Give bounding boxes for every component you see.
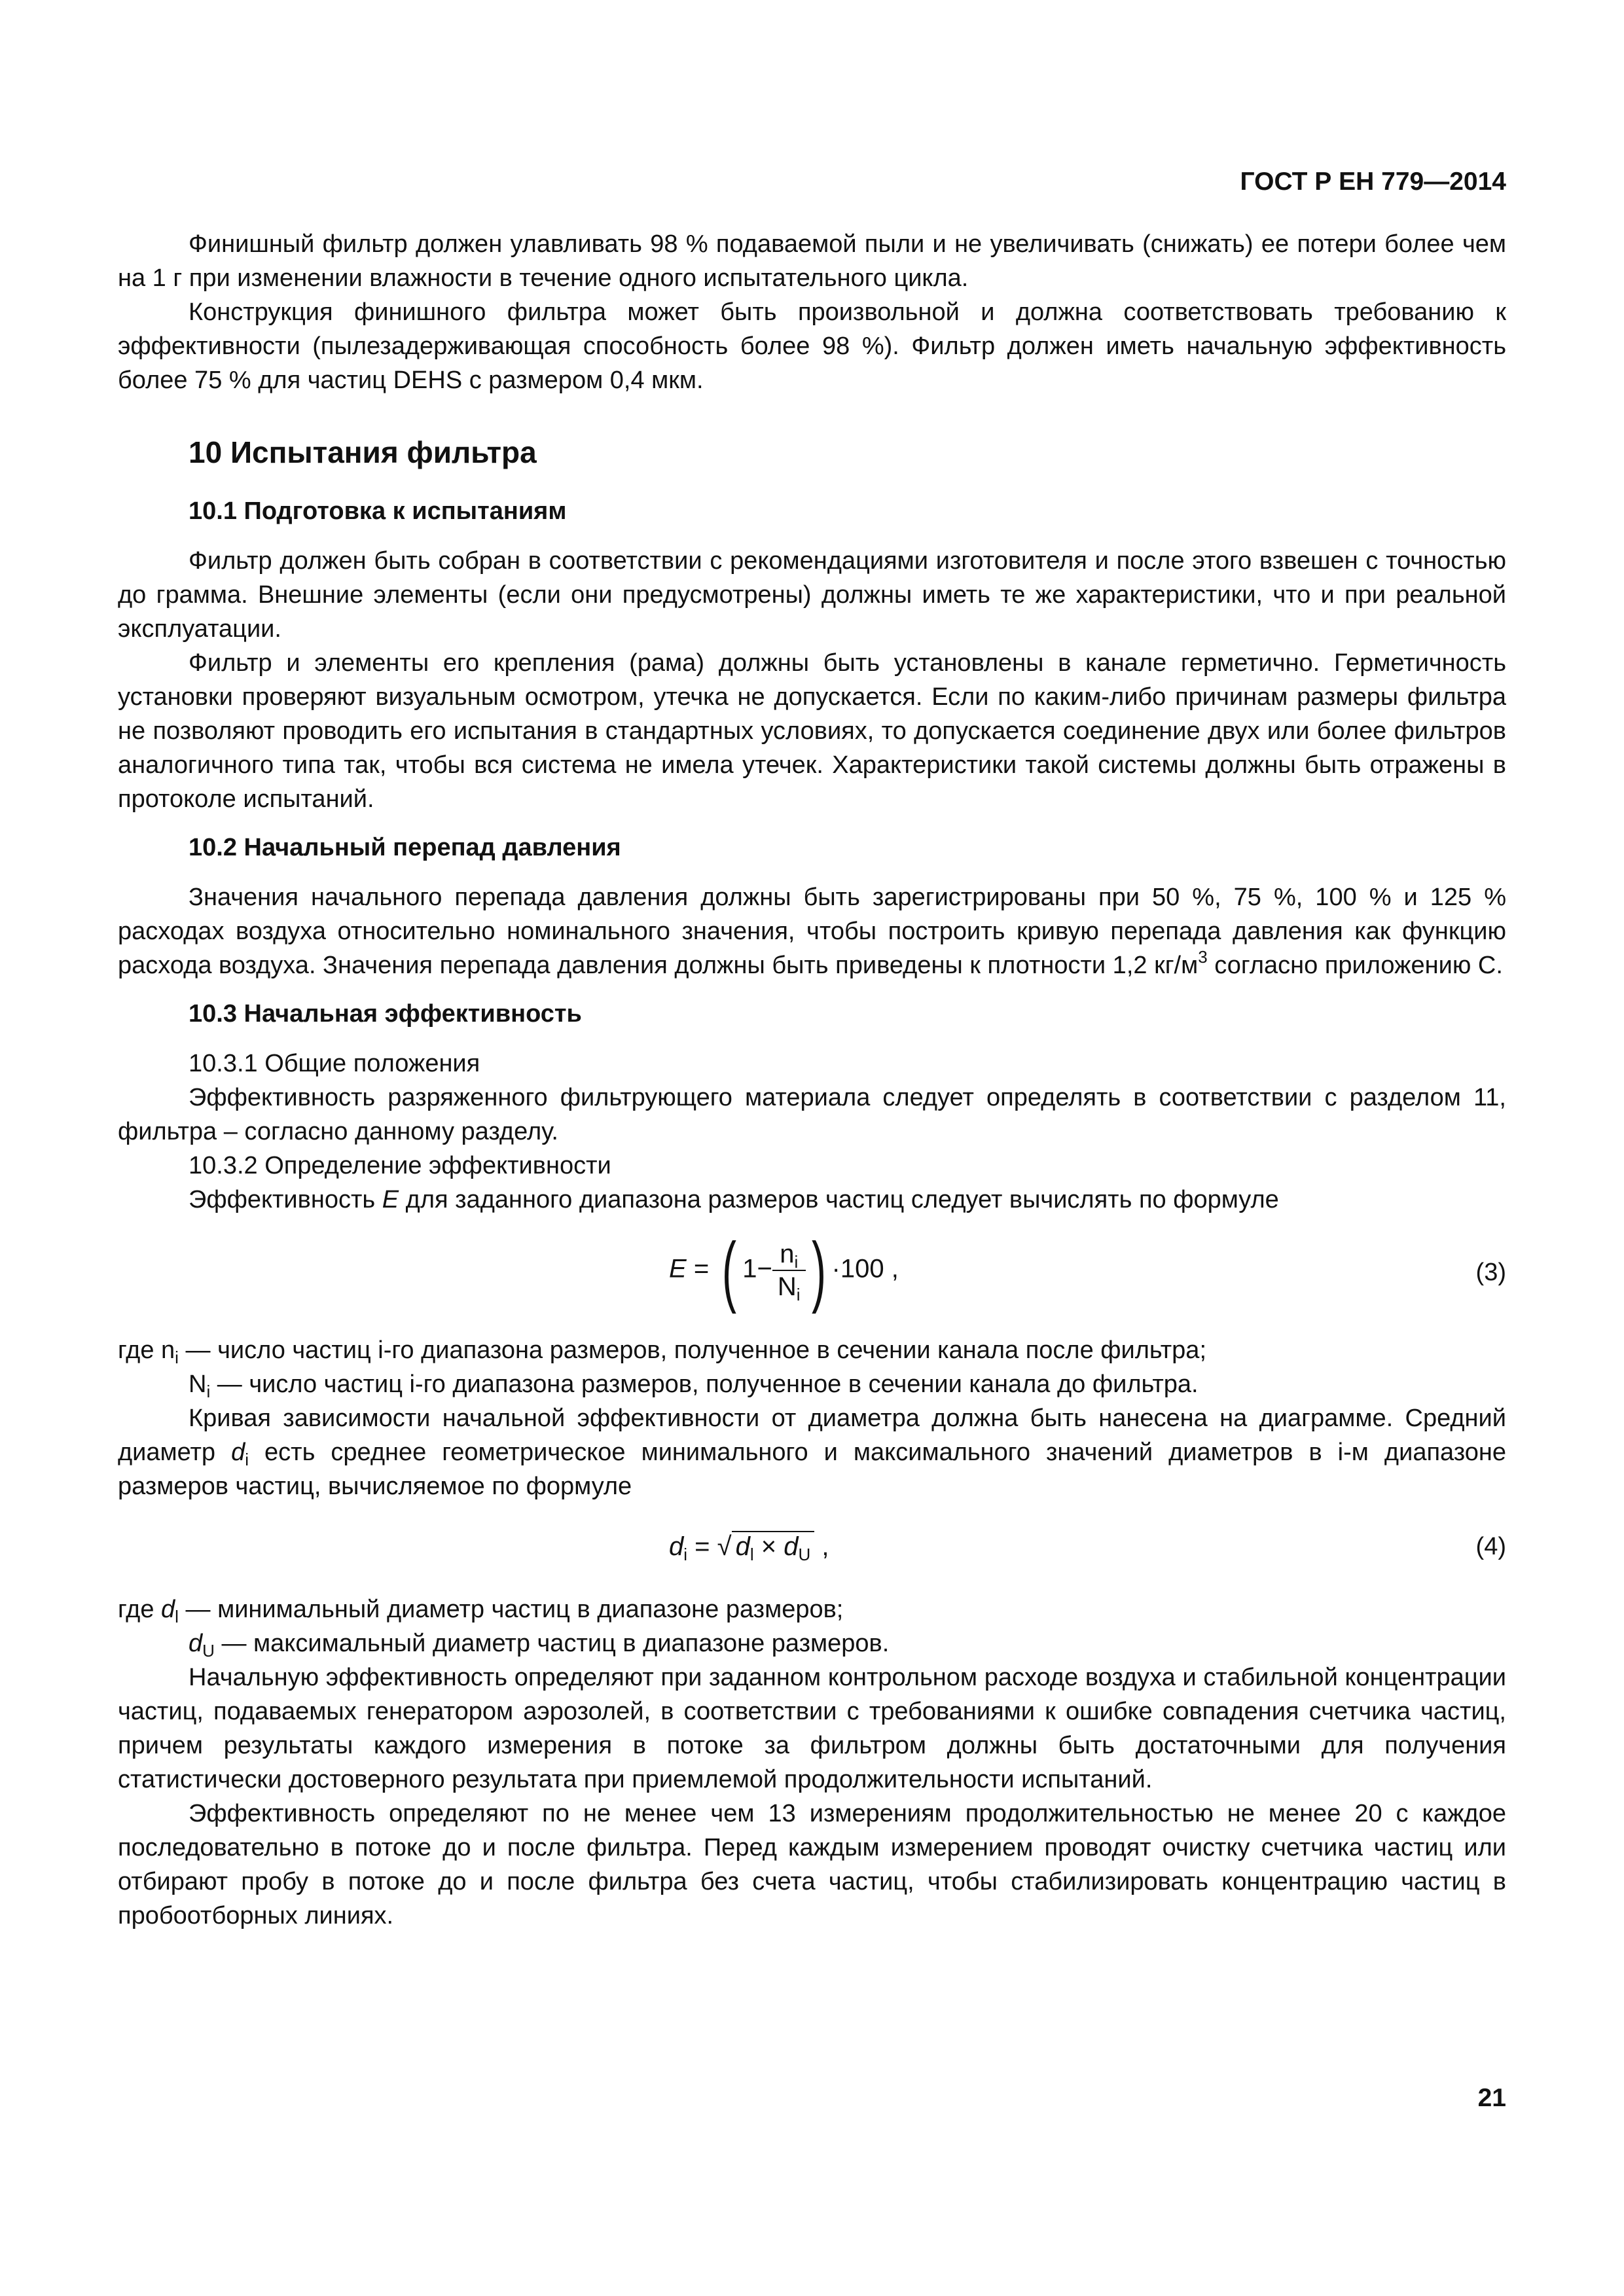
symbol: n: [161, 1336, 175, 1364]
subscript: l: [175, 1607, 179, 1626]
text: где: [118, 1596, 162, 1623]
text: Эффективность: [189, 1186, 382, 1213]
subsection-heading: 10.1 Подготовка к испытаниям: [189, 497, 567, 525]
text: n: [780, 1240, 795, 1268]
variable: E: [669, 1254, 687, 1283]
subscript: i: [206, 1382, 211, 1401]
paragraph: [118, 1401, 1506, 1503]
subsection-heading: 10.2 Начальный перепад давления: [189, 834, 621, 861]
symbol: d: [161, 1596, 175, 1623]
paragraph: Фильтр и элементы его крепления (рама) должны быть установлены в канале герметично. Герметичность установки проверяют визуальным осмотром, утечка не допускается. Если по каким-либо причинам размеры фильтра не позволяют проводить его испытания в стандартных условиях, то допускается соединение двух или более фильтров аналогичного типа так, чтобы вся система не имела утечек. Характеристики такой системы должны быть отражены в протоколе испытаний.: [118, 649, 1506, 813]
clause-title: 10.3.2 Определение эффективности: [189, 1152, 611, 1179]
text: где: [118, 1336, 162, 1364]
clause-title: 10.3.1 Общие положения: [189, 1050, 480, 1077]
symbol: d: [189, 1630, 203, 1657]
subscript: i: [175, 1348, 179, 1367]
operator: ×: [753, 1532, 784, 1561]
paragraph: Эффективность определяют по не менее чем 13 измерениям продолжительностью не менее 20 с каждое последовательно в потоке до и после фильтра. Перед каждым измерением проводят очистку счетчика частиц или отбирают пробу в потоке до и после фильтра без счета частиц, чтобы стабилизировать концентрацию частиц в пробоотборных линиях.: [118, 1800, 1506, 1929]
subscript: i: [683, 1545, 688, 1564]
sqrt-sign: √: [717, 1532, 732, 1561]
document-id: ГОСТ Р ЕН 779—2014: [1240, 168, 1506, 196]
formula-number: (4): [1475, 1533, 1506, 1560]
operator: =: [687, 1532, 717, 1561]
subsection-heading: 10.3 Начальная эффективность: [189, 1000, 582, 1028]
left-paren: (: [722, 1227, 737, 1314]
paragraph: [118, 880, 1506, 982]
paragraph: Фильтр должен быть собран в соответствии с рекомендациями изготовителя и после этого взвешен с точностью до грамма. Внешние элементы (если они предусмотрены) должны иметь те же характеристики, что и при реальной эксплуатации.: [118, 547, 1506, 643]
fraction: [772, 1238, 806, 1302]
definition-line: [118, 1626, 1506, 1660]
subscript: i: [796, 1285, 801, 1304]
numerator: [772, 1238, 806, 1271]
text: есть среднее геометрическое минимального и максимального значений диаметров в i-м диапазоне размеров частиц, вычисляемое по формуле: [118, 1439, 1506, 1500]
formula-4-expression: [669, 1530, 829, 1564]
variable: E: [382, 1186, 399, 1213]
text: согласно приложению С.: [1207, 952, 1503, 979]
definition-line: [118, 1367, 1506, 1401]
paragraph: Начальную эффективность определяют при заданном контрольном расходе воздуха и стабильной концентрации частиц, подаваемых генератором аэрозолей, в соответствии с требованиями к ошибке совпадения счетчика частиц, причем результаты каждого измерения в потоке за фильтром должны быть достаточными для получения статистически достоверного результата при приемлемой продолжительности испытаний.: [118, 1664, 1506, 1793]
text: Значения начального перепада давления должны быть зарегистрированы при 50 %, 75 %, 100 % и 125 % расходах воздуха относительно номинального значения, чтобы построить кривую перепада давления как функцию расхода воздуха. Значения перепада давления должны быть приведены к плотности 1,2 кг/м: [118, 884, 1506, 979]
subscript: i: [794, 1252, 799, 1272]
text: ,: [814, 1532, 829, 1561]
formula-4: [118, 1515, 1506, 1581]
operator: =: [693, 1254, 710, 1283]
radicand: [732, 1531, 815, 1564]
variable: d: [735, 1532, 750, 1561]
subscript: l: [749, 1545, 754, 1564]
text: — минимальный диаметр частиц в диапазоне размеров;: [178, 1596, 844, 1623]
text: Кривая зависимости начальной эффективности от диаметра должна быть нанесена на диаграмме. Средний диаметр: [118, 1405, 1506, 1466]
right-paren: ): [811, 1227, 826, 1314]
text: ·100 ,: [831, 1254, 899, 1283]
paragraph: [118, 1183, 1506, 1217]
subscript: U: [202, 1641, 215, 1660]
denominator: [772, 1271, 806, 1302]
section-heading: 10 Испытания фильтра: [189, 435, 537, 469]
page-number: 21: [1477, 2084, 1506, 2112]
text: 1−: [742, 1254, 772, 1283]
variable: d: [784, 1532, 799, 1561]
text: — число частиц i-го диапазона размеров, полученное в сечении канала после фильтра;: [178, 1336, 1206, 1364]
paragraph: Конструкция финишного фильтра может быть произвольной и должна соответствовать требованию к эффективности (пылезадерживающая способность более 98 %). Фильтр должен иметь начальную эффективность более 75 % для частиц DEHS с размером 0,4 мкм.: [118, 298, 1506, 394]
variable: d: [669, 1532, 684, 1561]
variable: d: [231, 1439, 245, 1466]
definition-line: [118, 1592, 1506, 1626]
symbol: N: [189, 1371, 207, 1398]
subscript: i: [245, 1450, 249, 1469]
formula-number: (3): [1475, 1259, 1506, 1286]
paragraph: Эффективность разряженного фильтрующего материала следует определять в соответствии с разделом 11, фильтра – согласно данному разделу.: [118, 1084, 1506, 1145]
definition-line: [118, 1333, 1506, 1367]
subscript: U: [798, 1545, 811, 1564]
text: — максимальный диаметр частиц в диапазоне размеров.: [214, 1630, 890, 1657]
text: — число частиц i-го диапазона размеров, полученное в сечении канала до фильтра.: [210, 1371, 1199, 1398]
paragraph: Финишный фильтр должен улавливать 98 % подаваемой пыли и не увеличивать (снижать) ее потери более чем на 1 г при изменении влажности в течение одного испытательного цикла.: [118, 230, 1506, 292]
page-content: [118, 227, 1506, 1933]
formula-3: [118, 1226, 1506, 1324]
formula-3-expression: [669, 1227, 899, 1314]
text: для заданного диапазона размеров частиц следует вычислять по формуле: [399, 1186, 1279, 1213]
text: N: [777, 1272, 797, 1301]
superscript: 3: [1198, 947, 1208, 967]
